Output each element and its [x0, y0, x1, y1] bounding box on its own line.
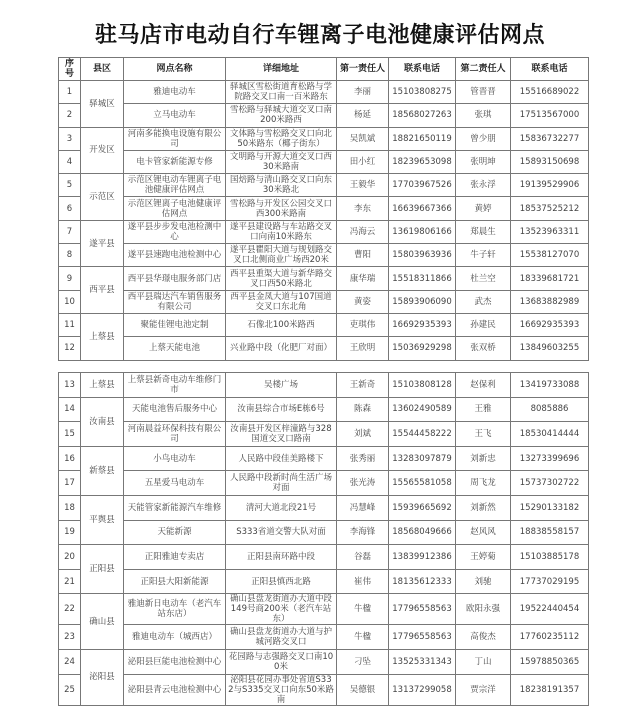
district-cell: 上蔡县	[81, 313, 124, 360]
second-phone-cell: 15978850365	[511, 649, 589, 674]
outlet-address-cell: 兴业路中段（化肥厂对面）	[226, 337, 337, 360]
table-row	[59, 220, 589, 243]
first-phone-cell: 15036929298	[389, 337, 456, 360]
table-row	[59, 674, 589, 705]
second-contact-cell: 刘驰	[456, 569, 511, 594]
district-cell: 新蔡县	[81, 446, 124, 495]
outlet-address-cell: 吴楼广场	[226, 373, 337, 398]
first-contact-cell: 冯慧峰	[337, 495, 389, 520]
outlet-address-cell: 汝南县开发区梓潼路与328国道交叉口路南	[226, 422, 337, 447]
second-phone-cell: 15538127070	[511, 244, 589, 267]
first-phone-cell: 15803963936	[389, 244, 456, 267]
first-contact-cell: 康华瑞	[337, 267, 389, 290]
outlet-address-cell: 确山县盘龙街道办大道中段149号商200米（老汽车站东）	[226, 594, 337, 625]
header-phone-1: 联系电话	[389, 58, 456, 81]
district-cell: 正阳县	[81, 545, 124, 594]
first-contact-cell: 吴德银	[337, 674, 389, 705]
row-number-cell: 3	[59, 127, 81, 150]
outlet-name-cell: 上蔡天能电池	[124, 337, 226, 360]
first-contact-cell: 曹阳	[337, 244, 389, 267]
row-number-cell: 14	[59, 397, 81, 422]
first-contact-cell: 刁坠	[337, 649, 389, 674]
district-cell: 汝南县	[81, 397, 124, 446]
district-cell: 开发区	[81, 127, 124, 174]
first-phone-cell: 18239653098	[389, 150, 456, 173]
first-contact-cell: 崔伟	[337, 569, 389, 594]
second-contact-cell: 高俊杰	[456, 625, 511, 650]
table-row	[59, 290, 589, 313]
district-cell: 上蔡县	[81, 373, 124, 398]
outlet-name-cell: 正阳雅迪专卖店	[124, 545, 226, 570]
second-contact-cell: 刘新忠	[456, 446, 511, 471]
outlet-name-cell: 天能管家新能源汽车维修	[124, 495, 226, 520]
header-second-contact: 第二责任人	[456, 58, 511, 81]
row-number-cell: 6	[59, 197, 81, 220]
first-phone-cell: 15103808128	[389, 373, 456, 398]
second-phone-cell: 15737302722	[511, 471, 589, 496]
first-phone-cell: 13839912386	[389, 545, 456, 570]
outlet-address-cell: 石像北100米路西	[226, 313, 337, 336]
second-contact-cell: 王飞	[456, 422, 511, 447]
first-contact-cell: 吏琪伟	[337, 313, 389, 336]
row-number-cell: 20	[59, 545, 81, 570]
table-row	[59, 520, 589, 545]
second-contact-cell: 丁山	[456, 649, 511, 674]
first-phone-cell: 15939665692	[389, 495, 456, 520]
district-cell: 驿城区	[81, 81, 124, 128]
table-row	[59, 495, 589, 520]
second-phone-cell: 16692935393	[511, 313, 589, 336]
row-number-cell: 15	[59, 422, 81, 447]
first-contact-cell: 田小红	[337, 150, 389, 173]
row-number-cell: 22	[59, 594, 81, 625]
first-contact-cell: 冯海云	[337, 220, 389, 243]
table-row	[59, 174, 589, 197]
first-contact-cell: 黄姿	[337, 290, 389, 313]
outlet-address-cell: 文体路与雪松路交叉口向北50米路东（椰子街东）	[226, 127, 337, 150]
table-row	[59, 471, 589, 496]
outlet-name-cell: 遂平县速跑电池检测中心	[124, 244, 226, 267]
outlet-address-cell: 清河大道北段21号	[226, 495, 337, 520]
district-cell: 遂平县	[81, 220, 124, 267]
table-row	[59, 446, 589, 471]
second-phone-cell: 17513567000	[511, 104, 589, 127]
second-phone-cell: 15836732277	[511, 127, 589, 150]
second-contact-cell: 郑晨生	[456, 220, 511, 243]
row-number-cell: 10	[59, 290, 81, 313]
first-phone-cell: 13619806166	[389, 220, 456, 243]
outlet-name-cell: 雅迪新日电动车（老汽车站东店）	[124, 594, 226, 625]
second-contact-cell: 欧阳永强	[456, 594, 511, 625]
second-phone-cell: 19522440454	[511, 594, 589, 625]
outlet-name-cell: 西平县华璟电服务部门店	[124, 267, 226, 290]
second-phone-cell: 13419733088	[511, 373, 589, 398]
outlet-address-cell: 人民路中段佳美路楼下	[226, 446, 337, 471]
first-contact-cell: 张秀丽	[337, 446, 389, 471]
second-phone-cell: 18339681721	[511, 267, 589, 290]
outlet-name-cell: 泌阳县青云电池检测中心	[124, 674, 226, 705]
row-number-cell: 9	[59, 267, 81, 290]
table-row	[59, 313, 589, 336]
outlet-name-cell: 上蔡县新奇电动车维修门市	[124, 373, 226, 398]
first-phone-cell: 18568049666	[389, 520, 456, 545]
header-address: 详细地址	[226, 58, 337, 81]
second-contact-cell: 赵风风	[456, 520, 511, 545]
second-contact-cell: 孙建民	[456, 313, 511, 336]
row-number-cell: 16	[59, 446, 81, 471]
second-phone-cell: 17737029195	[511, 569, 589, 594]
second-phone-cell: 13273399696	[511, 446, 589, 471]
row-number-cell: 1	[59, 81, 81, 104]
second-contact-cell: 赵保利	[456, 373, 511, 398]
table-row	[59, 373, 589, 398]
district-cell: 示范区	[81, 174, 124, 221]
second-contact-cell: 贾宗洋	[456, 674, 511, 705]
second-contact-cell: 周飞龙	[456, 471, 511, 496]
second-contact-cell: 刘新然	[456, 495, 511, 520]
outlet-address-cell: 西平县重渠大道与新华路交叉口西50米路北	[226, 267, 337, 290]
first-phone-cell: 17703967526	[389, 174, 456, 197]
header-no: 序号	[59, 58, 81, 81]
row-number-cell: 25	[59, 674, 81, 705]
outlet-name-cell: 示范区锂离子电池健康评估网点	[124, 197, 226, 220]
outlet-address-cell: 确山县盘龙街道办大道与护城河路交叉口	[226, 625, 337, 650]
second-phone-cell: 13523963311	[511, 220, 589, 243]
first-phone-cell: 13283097879	[389, 446, 456, 471]
second-phone-cell: 8085886	[511, 397, 589, 422]
first-phone-cell: 15103808275	[389, 81, 456, 104]
outlet-address-cell: 泌阳县花园办事处省道S332与S335交叉口向东50米路南	[226, 674, 337, 705]
row-number-cell: 21	[59, 569, 81, 594]
outlet-name-cell: 天能新源	[124, 520, 226, 545]
second-phone-cell: 17760235112	[511, 625, 589, 650]
first-contact-cell: 陈森	[337, 397, 389, 422]
row-number-cell: 13	[59, 373, 81, 398]
first-contact-cell: 李海锋	[337, 520, 389, 545]
table-row	[59, 397, 589, 422]
table-row	[59, 545, 589, 570]
row-number-cell: 19	[59, 520, 81, 545]
outlet-name-cell: 五星爱马电动车	[124, 471, 226, 496]
first-phone-cell: 15893906090	[389, 290, 456, 313]
outlet-name-cell: 立马电动车	[124, 104, 226, 127]
outlet-address-cell: 雪松路与驿城大道交叉口南200米路西	[226, 104, 337, 127]
table-row	[59, 104, 589, 127]
second-contact-cell: 管晋晋	[456, 81, 511, 104]
second-phone-cell: 18530414444	[511, 422, 589, 447]
second-phone-cell: 15516689022	[511, 81, 589, 104]
row-number-cell: 8	[59, 244, 81, 267]
outlet-address-cell: 花园路与志强路交叉口南100米	[226, 649, 337, 674]
first-phone-cell: 13602490589	[389, 397, 456, 422]
header-outlet-name: 网点名称	[124, 58, 226, 81]
first-contact-cell: 王欣明	[337, 337, 389, 360]
second-phone-cell: 13849603255	[511, 337, 589, 360]
district-cell: 泌阳县	[81, 649, 124, 705]
header-district: 县区	[81, 58, 124, 81]
outlet-name-cell: 正阳县大阳新能源	[124, 569, 226, 594]
outlet-address-cell: 遂平县建设路与车站路交叉口向南10米路东	[226, 220, 337, 243]
outlet-name-cell: 小鸟电动车	[124, 446, 226, 471]
first-phone-cell: 16692935393	[389, 313, 456, 336]
document-title: 驻马店市电动自行车锂离子电池健康评估网点	[94, 22, 545, 48]
second-contact-cell: 张明坤	[456, 150, 511, 173]
row-number-cell: 24	[59, 649, 81, 674]
second-contact-cell: 王婷菊	[456, 545, 511, 570]
first-contact-cell: 杨延	[337, 104, 389, 127]
first-phone-cell: 17796558563	[389, 625, 456, 650]
second-phone-cell: 15290133182	[511, 495, 589, 520]
outlet-name-cell: 电卡管家新能源专修	[124, 150, 226, 173]
outlet-address-cell: 正阳县南环路中段	[226, 545, 337, 570]
first-phone-cell: 16639667366	[389, 197, 456, 220]
first-contact-cell: 张光涛	[337, 471, 389, 496]
first-phone-cell: 13525331343	[389, 649, 456, 674]
outlet-address-cell: S333省道交警大队对面	[226, 520, 337, 545]
first-contact-cell: 刘斌	[337, 422, 389, 447]
table-row	[59, 569, 589, 594]
outlet-address-cell: 文明路与开源大道交叉口西30米路南	[226, 150, 337, 173]
first-phone-cell: 18568027263	[389, 104, 456, 127]
outlet-address-cell: 驿城区雪松街道育松路与学院路交叉口南一百米路东	[226, 81, 337, 104]
outlet-name-cell: 聚能佳锂电池定制	[124, 313, 226, 336]
outlet-name-cell: 雅迪电动车（城西店）	[124, 625, 226, 650]
table-row	[59, 422, 589, 447]
first-contact-cell: 王新奇	[337, 373, 389, 398]
row-number-cell: 17	[59, 471, 81, 496]
first-phone-cell: 17796558563	[389, 594, 456, 625]
outlet-address-cell: 汝南县综合市场E栋6号	[226, 397, 337, 422]
second-phone-cell: 18537525212	[511, 197, 589, 220]
second-contact-cell: 杜兰空	[456, 267, 511, 290]
row-number-cell: 23	[59, 625, 81, 650]
second-contact-cell: 牛子轩	[456, 244, 511, 267]
district-cell: 确山县	[81, 594, 124, 650]
header-first-contact: 第一责任人	[337, 58, 389, 81]
outlets-table-part-2	[58, 372, 589, 706]
table-row	[59, 81, 589, 104]
first-contact-cell: 牛楹	[337, 625, 389, 650]
table-row	[59, 337, 589, 360]
second-phone-cell: 18838558157	[511, 520, 589, 545]
first-contact-cell: 牛楹	[337, 594, 389, 625]
table-row	[59, 594, 589, 625]
table-row	[59, 197, 589, 220]
table-row	[59, 150, 589, 173]
outlet-name-cell: 泌阳县巨能电池检测中心	[124, 649, 226, 674]
outlet-name-cell: 西平县瑞达汽车销售服务有限公司	[124, 290, 226, 313]
first-contact-cell: 李东	[337, 197, 389, 220]
first-contact-cell: 王毅华	[337, 174, 389, 197]
second-contact-cell: 张双桥	[456, 337, 511, 360]
outlet-name-cell: 河南晨益环保科技有限公司	[124, 422, 226, 447]
outlets-table-part-1	[58, 57, 589, 361]
second-contact-cell: 曾少朋	[456, 127, 511, 150]
second-contact-cell: 武杰	[456, 290, 511, 313]
outlet-name-cell: 天能电池售后服务中心	[124, 397, 226, 422]
row-number-cell: 4	[59, 150, 81, 173]
second-contact-cell: 张琪	[456, 104, 511, 127]
outlet-address-cell: 国焙路与清山路交叉口向东30米路北	[226, 174, 337, 197]
outlet-address-cell: 西平县金凤大道与107国道交叉口东北角	[226, 290, 337, 313]
header-phone-2: 联系电话	[511, 58, 589, 81]
table-row	[59, 127, 589, 150]
second-phone-cell: 19139529906	[511, 174, 589, 197]
table-row	[59, 267, 589, 290]
second-contact-cell: 王雅	[456, 397, 511, 422]
second-phone-cell: 13683882989	[511, 290, 589, 313]
first-phone-cell: 15518311866	[389, 267, 456, 290]
row-number-cell: 5	[59, 174, 81, 197]
district-cell: 平舆县	[81, 495, 124, 544]
table-header-row	[59, 58, 589, 81]
second-contact-cell: 黄婷	[456, 197, 511, 220]
first-contact-cell: 李丽	[337, 81, 389, 104]
first-phone-cell: 18135612333	[389, 569, 456, 594]
row-number-cell: 7	[59, 220, 81, 243]
outlet-name-cell: 雅迪电动车	[124, 81, 226, 104]
table-row	[59, 649, 589, 674]
first-phone-cell: 15544458222	[389, 422, 456, 447]
row-number-cell: 12	[59, 337, 81, 360]
outlet-name-cell: 示范区锂电动车锂离子电池健康评估网点	[124, 174, 226, 197]
table-row	[59, 625, 589, 650]
row-number-cell: 11	[59, 313, 81, 336]
row-number-cell: 2	[59, 104, 81, 127]
outlet-address-cell: 人民路中段新时尚生活广场对面	[226, 471, 337, 496]
district-cell: 西平县	[81, 267, 124, 314]
outlet-address-cell: 正阳县慎西北路	[226, 569, 337, 594]
first-phone-cell: 18821650119	[389, 127, 456, 150]
second-contact-cell: 张永浮	[456, 174, 511, 197]
second-phone-cell: 15103885178	[511, 545, 589, 570]
second-phone-cell: 15893150698	[511, 150, 589, 173]
second-phone-cell: 18238191357	[511, 674, 589, 705]
first-phone-cell: 15565581058	[389, 471, 456, 496]
outlet-address-cell: 雪松路与开发区公园交叉口西300米路南	[226, 197, 337, 220]
row-number-cell: 18	[59, 495, 81, 520]
table-row	[59, 244, 589, 267]
outlet-name-cell: 河南多能换电设施有限公司	[124, 127, 226, 150]
first-phone-cell: 13137299058	[389, 674, 456, 705]
outlet-name-cell: 遂平县步步发电池检测中心	[124, 220, 226, 243]
first-contact-cell: 吴凯斌	[337, 127, 389, 150]
first-contact-cell: 谷磊	[337, 545, 389, 570]
outlet-address-cell: 遂平县瞿阳大道与规划路交叉口北侧商业广场西20米	[226, 244, 337, 267]
